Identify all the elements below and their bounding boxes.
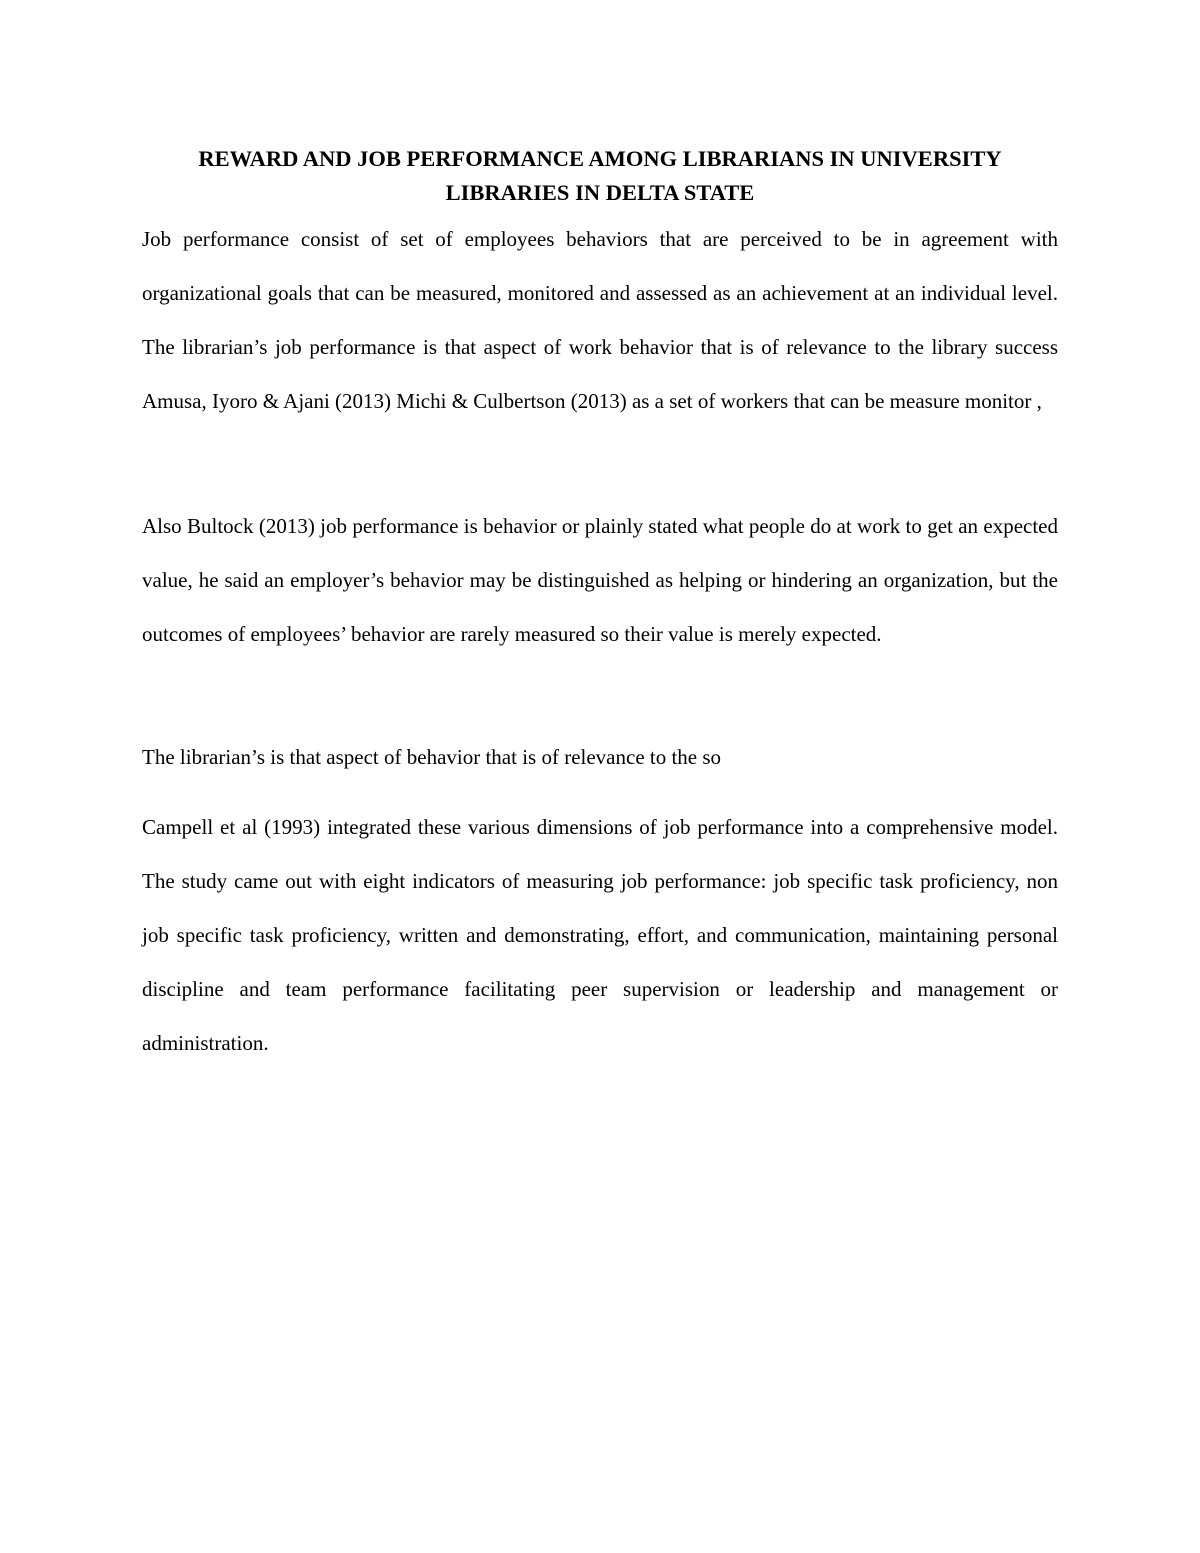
paragraph-campell-model: Campell et al (1993) integrated these various dimensions of job performance into a comprehensive model. The study came out with eight indicators of measuring job performance: job specific task proficiency, non job specific task proficiency, written and demonstrating, effort, and communication, maintaining personal discipline and team performance facilitating peer supervision or leadership and management or administration. xyxy=(142,815,1058,1055)
paragraph-job-performance-definition: Job performance consist of set of employees behaviors that are perceived to be in agreement with organizational goals that can be measured, monitored and assessed as an achievement at an individual level. The librarian’s job performance is that aspect of work behavior that is of relevance to the library success Amusa, Iyoro & Ajani (2013) Michi & Culbertson (2013) as a set of workers that can be measure monitor , xyxy=(142,227,1058,413)
document-title: REWARD AND JOB PERFORMANCE AMONG LIBRARIANS IN UNIVERSITY LIBRARIES IN DELTA STATE xyxy=(198,146,1002,205)
paragraph-bultock: Also Bultock (2013) job performance is behavior or plainly stated what people do at work to get an expected value, he said an employer’s behavior may be distinguished as helping or hindering an organization, but the outcomes of employees’ behavior are rarely measured so their value is merely expected. xyxy=(142,514,1058,646)
paragraph-librarian-fragment: The librarian’s is that aspect of behavior that is of relevance to the so xyxy=(142,745,722,769)
